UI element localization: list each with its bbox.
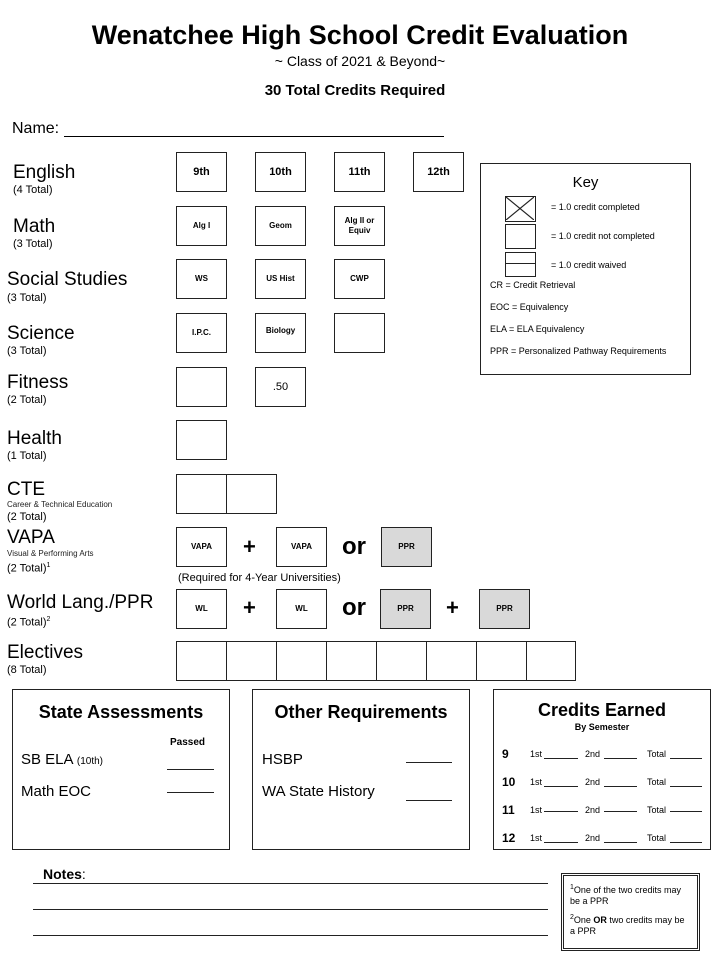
or-label: or <box>342 533 366 560</box>
first-sem-label: 1st <box>530 777 543 787</box>
elective-box[interactable] <box>526 641 576 681</box>
grade-11-total-field[interactable] <box>670 811 702 812</box>
grade-10-second-field[interactable] <box>604 786 637 787</box>
vapa-box-2[interactable]: VAPA <box>276 527 327 567</box>
english-box-9th[interactable]: 9th <box>176 152 227 192</box>
wl-box-1[interactable]: WL <box>176 589 227 629</box>
math-box-geom[interactable]: Geom <box>255 206 306 246</box>
elective-box[interactable] <box>326 641 377 681</box>
credits-required: 30 Total Credits Required <box>264 82 446 99</box>
waived-line <box>506 263 535 264</box>
footnotes-box <box>561 873 700 951</box>
elective-box[interactable] <box>276 641 327 681</box>
fitness-total: (2 Total) <box>7 394 47 406</box>
x-mark-icon <box>506 197 534 220</box>
wl-box-ppr-2[interactable]: PPR <box>479 589 530 629</box>
math-box-alg2[interactable]: Alg II or Equiv <box>334 206 385 246</box>
vapa-box-1[interactable]: VAPA <box>176 527 227 567</box>
grade-9-first-field[interactable] <box>544 758 578 759</box>
elective-box[interactable] <box>176 641 227 681</box>
social-studies-label: Social Studies <box>7 269 128 290</box>
first-sem-label: 1st <box>530 749 543 759</box>
second-sem-label: 2nd <box>585 833 601 843</box>
grade-label: 10 <box>502 775 516 789</box>
other-requirements-title: Other Requirements <box>274 702 448 722</box>
first-sem-label: 1st <box>530 805 543 815</box>
health-total: (1 Total) <box>7 450 47 462</box>
grade-label: 11 <box>502 803 515 817</box>
electives-total: (8 Total) <box>7 664 47 676</box>
grade-12-first-field[interactable] <box>544 842 578 843</box>
notes-line[interactable] <box>33 883 548 884</box>
science-box-ipc[interactable]: I.P.C. <box>176 313 227 353</box>
wa-history-label: WA State History <box>262 783 375 800</box>
grade-10-total-field[interactable] <box>670 786 702 787</box>
key-eoc: EOC = Equivalency <box>490 302 569 312</box>
hsbp-field[interactable] <box>406 762 452 763</box>
vapa-description: Visual & Performing Arts <box>7 549 94 558</box>
other-requirements-panel <box>252 689 470 850</box>
total-label: Total <box>647 777 667 787</box>
page-title: Wenatchee High School Credit Evaluation <box>91 20 629 50</box>
notes-line[interactable] <box>33 909 548 910</box>
second-sem-label: 2nd <box>585 749 601 759</box>
science-total: (3 Total) <box>7 345 47 357</box>
vapa-box-ppr[interactable]: PPR <box>381 527 432 567</box>
plus-sign: + <box>243 534 256 559</box>
electives-label: Electives <box>7 642 84 663</box>
social-box-cwp[interactable]: CWP <box>334 259 385 299</box>
credits-earned-title: Credits Earned <box>537 700 667 720</box>
completed-box-icon <box>505 196 536 222</box>
wa-history-field[interactable] <box>406 800 452 801</box>
grade-9-second-field[interactable] <box>604 758 637 759</box>
grade-12-total-field[interactable] <box>670 842 702 843</box>
footnote-1: $^1$One of the two credits may be a PPR <box>570 884 681 906</box>
math-eoc-passed-field[interactable] <box>167 792 214 793</box>
grade-label: 9 <box>502 747 509 761</box>
wl-box-ppr-1[interactable]: PPR <box>380 589 431 629</box>
second-sem-label: 2nd <box>585 805 601 815</box>
elective-box[interactable] <box>376 641 427 681</box>
key-completed: = 1.0 credit completed <box>551 202 640 212</box>
vapa-total: (2 Total)$^1$ <box>7 562 51 575</box>
english-box-12th[interactable]: 12th <box>413 152 464 192</box>
grade-12-second-field[interactable] <box>604 842 637 843</box>
english-label: English <box>13 162 76 183</box>
grade-11-second-field[interactable] <box>604 811 637 812</box>
key-cr: CR = Credit Retrieval <box>490 280 576 290</box>
grade-9-total-field[interactable] <box>670 758 702 759</box>
english-box-11th[interactable]: 11th <box>334 152 385 192</box>
sb-ela-label: SB ELA (10th) <box>21 751 103 768</box>
vapa-label: VAPA <box>7 527 55 548</box>
plus-sign: + <box>446 595 459 620</box>
second-sem-label: 2nd <box>585 777 601 787</box>
cte-description: Career & Technical Education <box>7 500 113 509</box>
cte-label: CTE <box>7 479 45 500</box>
hsbp-label: HSBP <box>262 751 303 768</box>
wl-box-2[interactable]: WL <box>276 589 327 629</box>
name-field[interactable] <box>64 136 444 137</box>
fitness-label: Fitness <box>7 372 69 393</box>
state-assessments-title: State Assessments <box>38 702 204 722</box>
page-subtitle: ~ Class of 2021 & Beyond~ <box>274 53 446 69</box>
social-studies-total: (3 Total) <box>7 292 47 304</box>
vapa-university-note: (Required for 4-Year Universities) <box>178 572 341 584</box>
elective-box[interactable] <box>226 641 277 681</box>
science-label: Science <box>7 323 75 344</box>
credits-earned-panel <box>493 689 711 850</box>
name-label: Name: <box>12 120 60 137</box>
math-box-alg1[interactable]: Alg I <box>176 206 227 246</box>
state-assessments-panel <box>12 689 230 850</box>
elective-box[interactable] <box>426 641 477 681</box>
key-not-completed: = 1.0 credit not completed <box>551 231 655 241</box>
sb-ela-passed-field[interactable] <box>167 769 214 770</box>
key-ppr: PPR = Personalized Pathway Requirements <box>490 346 667 356</box>
sb-ela-note: (10th) <box>76 756 103 767</box>
health-box[interactable] <box>176 420 227 460</box>
grade-10-first-field[interactable] <box>544 786 578 787</box>
cte-box-2[interactable] <box>226 474 277 514</box>
english-total: (4 Total) <box>13 184 53 196</box>
key-waived: = 1.0 credit waived <box>551 260 627 270</box>
footnote-2: $^2$One OR two credits may be a PPR <box>570 914 685 936</box>
grade-label: 12 <box>502 831 516 845</box>
cte-box-1[interactable] <box>176 474 227 514</box>
plus-sign: + <box>243 595 256 620</box>
first-sem-label: 1st <box>530 833 543 843</box>
or-label: or <box>342 594 366 621</box>
wl-footnote-marker: 2 <box>46 616 51 623</box>
total-label: Total <box>647 749 667 759</box>
notes-line[interactable] <box>33 935 548 936</box>
passed-header: Passed <box>170 737 206 748</box>
vapa-footnote-marker: 1 <box>46 562 51 569</box>
fitness-box-1[interactable] <box>176 367 227 407</box>
math-eoc-label: Math EOC <box>21 783 92 800</box>
key-title: Key <box>572 174 599 191</box>
social-box-ushist[interactable]: US Hist <box>255 259 306 299</box>
total-label: Total <box>647 805 667 815</box>
cte-total: (2 Total) <box>7 511 47 523</box>
science-box-3[interactable] <box>334 313 385 353</box>
not-completed-box-icon <box>505 224 536 249</box>
health-label: Health <box>7 428 62 449</box>
key-panel <box>480 163 691 375</box>
elective-box[interactable] <box>476 641 527 681</box>
notes-label: Notes: <box>43 866 86 882</box>
world-lang-total: (2 Total)$^2$ <box>7 616 51 629</box>
social-box-ws[interactable]: WS <box>176 259 227 299</box>
math-total: (3 Total) <box>13 238 53 250</box>
key-ela: ELA = ELA Equivalency <box>490 324 585 334</box>
credits-earned-subtitle: By Semester <box>574 722 630 732</box>
grade-11-first-field[interactable] <box>544 811 578 812</box>
fitness-box-2[interactable]: .50 <box>255 367 306 407</box>
total-label: Total <box>647 833 667 843</box>
math-label: Math <box>13 216 56 237</box>
waived-box-icon <box>505 252 536 277</box>
english-box-10th[interactable]: 10th <box>255 152 306 192</box>
science-box-biology[interactable]: Biology <box>255 313 306 353</box>
world-lang-label: World Lang./PPR <box>7 592 154 613</box>
